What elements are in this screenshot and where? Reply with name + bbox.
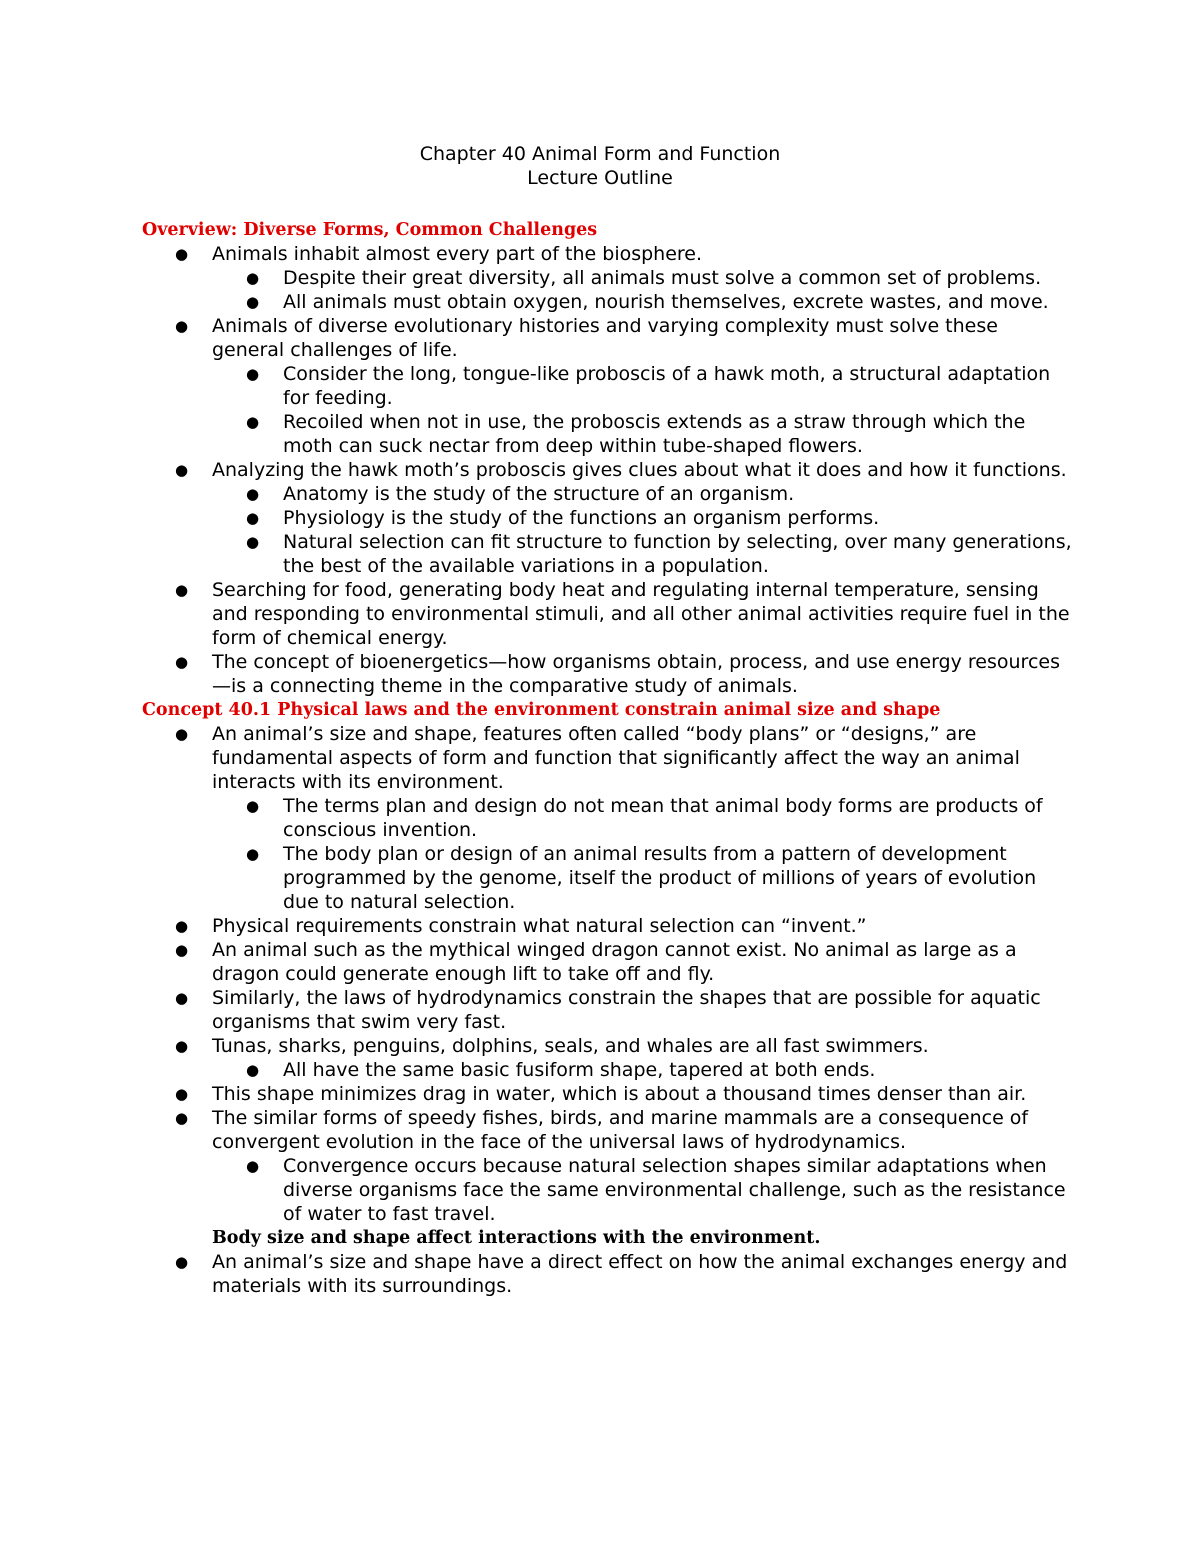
title-block xyxy=(0,142,1200,190)
bullet-icon: ● xyxy=(175,653,189,671)
sub-list-item xyxy=(142,362,1072,410)
bullet-icon: ● xyxy=(175,725,189,743)
list-item xyxy=(142,1106,1072,1154)
sub-list-item xyxy=(142,290,1072,314)
list-item-text: Animals inhabit almost every part of the biosphere. xyxy=(212,243,703,265)
section-subheading: Body size and shape affect interactions with the environment. xyxy=(212,1228,821,1248)
sub-bullet-list xyxy=(142,1154,1072,1226)
sub-list-item-text: Despite their great diversity, all animals must solve a common set of problems. xyxy=(283,267,1042,289)
bullet-icon: ● xyxy=(175,1037,189,1055)
section-heading: Concept 40.1 Physical laws and the environment constrain animal size and shape xyxy=(142,700,941,720)
list-item-text: Physical requirements constrain what natural selection can “invent.” xyxy=(212,915,867,937)
sub-list-container xyxy=(142,1154,1072,1226)
list-item-text: An animal’s size and shape have a direct effect on how the animal exchanges energy and materials with its surroundings. xyxy=(212,1251,1068,1297)
sub-list-item-text: All have the same basic fusiform shape, tapered at both ends. xyxy=(283,1059,876,1081)
list-item xyxy=(142,938,1072,986)
bullet-icon: ● xyxy=(246,365,260,383)
sub-list-item xyxy=(142,794,1072,842)
sub-list-item xyxy=(142,266,1072,290)
document-title: Chapter 40 Animal Form and Function xyxy=(419,143,781,165)
sub-list-container xyxy=(142,794,1072,914)
bullet-icon: ● xyxy=(175,1109,189,1127)
list-item xyxy=(142,650,1072,698)
bullet-icon: ● xyxy=(175,461,189,479)
list-item-text: Animals of diverse evolutionary histories and varying complexity must solve these general challenges of life. xyxy=(212,315,998,361)
sub-list-container xyxy=(142,362,1072,458)
list-item-text: Tunas, sharks, penguins, dolphins, seals, and whales are all fast swimmers. xyxy=(212,1035,929,1057)
sub-list-item xyxy=(142,530,1072,578)
list-item xyxy=(142,578,1072,650)
sub-list-item xyxy=(142,1058,1072,1082)
list-item-text: Searching for food, generating body heat and regulating internal temperature, sensing and responding to environmental stimuli, and all other animal activities require fuel in the form of chemical energy. xyxy=(212,579,1070,649)
bullet-icon: ● xyxy=(175,245,189,263)
list-item xyxy=(142,314,1072,362)
sub-list-item-text: Consider the long, tongue-like proboscis of a hawk moth, a structural adaptation for feeding. xyxy=(283,363,1051,409)
bullet-icon: ● xyxy=(246,269,260,287)
bullet-icon: ● xyxy=(175,1253,189,1271)
sub-bullet-list xyxy=(142,794,1072,914)
sub-list-item xyxy=(142,482,1072,506)
bullet-icon: ● xyxy=(175,581,189,599)
list-item-text: An animal such as the mythical winged dragon cannot exist. No animal as large as a dragon could generate enough lift to take off and fly. xyxy=(212,939,1017,985)
bullet-list xyxy=(142,722,1072,1226)
sub-list-container xyxy=(142,482,1072,578)
list-item-text: An animal’s size and shape, features often called “body plans” or “designs,” are fundamental aspects of form and function that significantly affect the way an animal interacts with its environment. xyxy=(212,723,1020,793)
sub-list-item xyxy=(142,410,1072,458)
list-item-text: This shape minimizes drag in water, which is about a thousand times denser than air. xyxy=(212,1083,1027,1105)
list-item xyxy=(142,914,1072,938)
list-item xyxy=(142,1250,1072,1298)
list-item xyxy=(142,458,1072,482)
list-item xyxy=(142,242,1072,266)
bullet-icon: ● xyxy=(246,509,260,527)
sub-list-item xyxy=(142,506,1072,530)
list-item xyxy=(142,1034,1072,1058)
list-item xyxy=(142,986,1072,1034)
sub-list-item-text: Recoiled when not in use, the proboscis extends as a straw through which the moth can suck nectar from deep within tube-shaped flowers. xyxy=(283,411,1026,457)
sub-list-container xyxy=(142,266,1072,314)
sub-list-item xyxy=(142,842,1072,914)
list-item-text: The similar forms of speedy fishes, birds, and marine mammals are a consequence of convergent evolution in the face of the universal laws of hydrodynamics. xyxy=(212,1107,1029,1153)
section-heading: Overview: Diverse Forms, Common Challenges xyxy=(142,220,598,240)
bullet-icon: ● xyxy=(175,917,189,935)
list-item xyxy=(142,1082,1072,1106)
outline-content xyxy=(142,218,1072,1298)
bullet-icon: ● xyxy=(246,293,260,311)
sub-list-item-text: Anatomy is the study of the structure of an organism. xyxy=(283,483,795,505)
sub-list-item-text: The terms plan and design do not mean that animal body forms are products of conscious invention. xyxy=(283,795,1043,841)
bullet-list xyxy=(142,1250,1072,1298)
list-item xyxy=(142,722,1072,794)
bullet-list xyxy=(142,242,1072,698)
sub-bullet-list xyxy=(142,1058,1072,1082)
bullet-icon: ● xyxy=(175,317,189,335)
bullet-icon: ● xyxy=(246,413,260,431)
list-item-text: The concept of bioenergetics—how organisms obtain, process, and use energy resources—is a connecting theme in the comparative study of animals. xyxy=(212,651,1060,697)
sub-bullet-list xyxy=(142,362,1072,458)
sub-list-item xyxy=(142,1154,1072,1226)
sub-list-item-text: Convergence occurs because natural selection shapes similar adaptations when diverse organisms face the same environmental challenge, such as the resistance of water to fast travel. xyxy=(283,1155,1066,1225)
document-subtitle: Lecture Outline xyxy=(527,167,673,189)
bullet-icon: ● xyxy=(246,845,260,863)
sub-list-item-text: Physiology is the study of the functions an organism performs. xyxy=(283,507,880,529)
sub-bullet-list xyxy=(142,482,1072,578)
list-item-text: Similarly, the laws of hydrodynamics constrain the shapes that are possible for aquatic organisms that swim very fast. xyxy=(212,987,1041,1033)
bullet-icon: ● xyxy=(246,797,260,815)
sub-list-item-text: All animals must obtain oxygen, nourish themselves, excrete wastes, and move. xyxy=(283,291,1049,313)
list-item-text: Analyzing the hawk moth’s proboscis gives clues about what it does and how it functions. xyxy=(212,459,1067,481)
sub-list-item-text: The body plan or design of an animal results from a pattern of development programmed by the genome, itself the product of millions of years of evolution due to natural selection. xyxy=(283,843,1037,913)
sub-list-container xyxy=(142,1058,1072,1082)
bullet-icon: ● xyxy=(246,533,260,551)
sub-list-item-text: Natural selection can fit structure to function by selecting, over many generations, the best of the available variations in a population. xyxy=(283,531,1072,577)
bullet-icon: ● xyxy=(175,941,189,959)
bullet-icon: ● xyxy=(175,989,189,1007)
bullet-icon: ● xyxy=(175,1085,189,1103)
bullet-icon: ● xyxy=(246,1157,260,1175)
bullet-icon: ● xyxy=(246,1061,260,1079)
bullet-icon: ● xyxy=(246,485,260,503)
sub-bullet-list xyxy=(142,266,1072,314)
